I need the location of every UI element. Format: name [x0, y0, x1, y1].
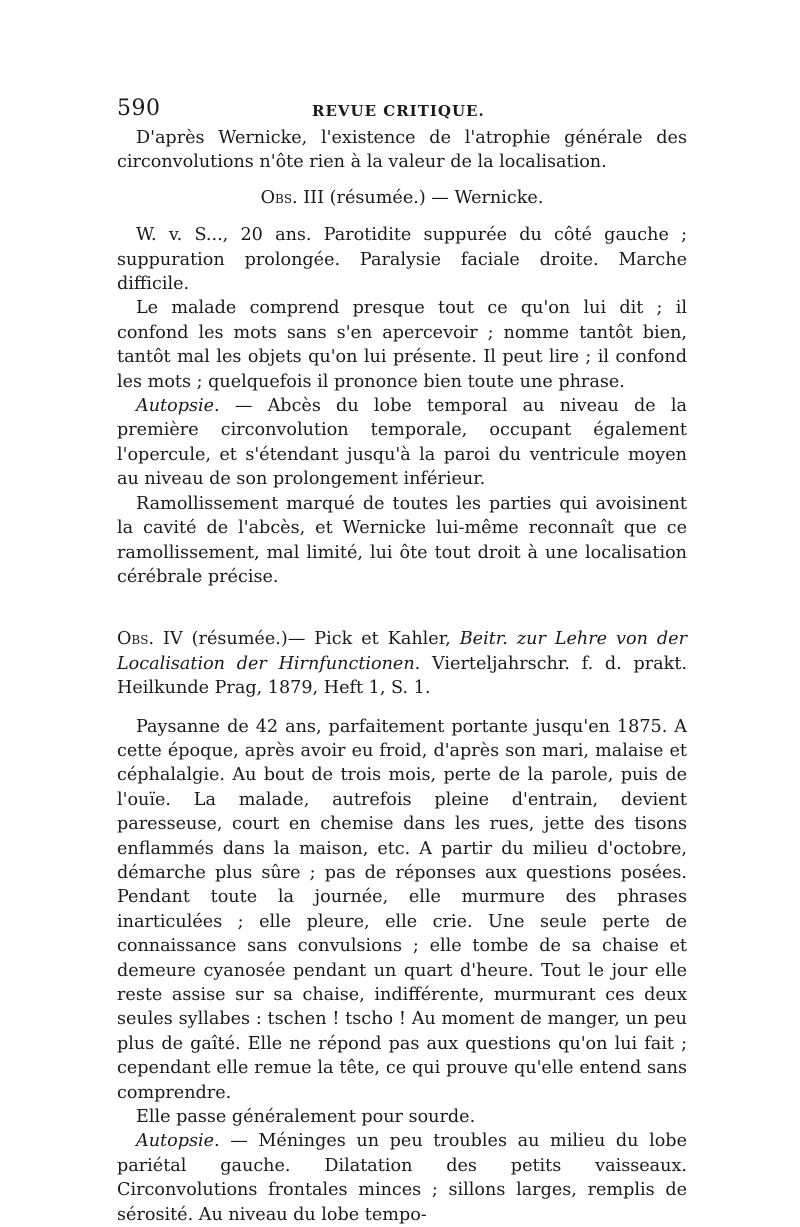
- obs-4-journal: Vierteljahrschr. f. d. prakt. Heilkunde Prag, 1879, Heft 1, S. 1.: [117, 653, 687, 699]
- obs-label: Obs.: [117, 629, 155, 650]
- page-header: [117, 96, 687, 122]
- running-title: REVUE CRITIQUE.: [312, 102, 485, 120]
- paragraph-autopsy-1: [117, 394, 687, 492]
- paragraph-symptoms: Le malade comprend presque tout ce qu'on lui dit ; il confond les mots sans s'en apercevoir ; nomme tantôt bien, tantôt mal les objets qu'on lui présente. Il peut lire ; il confond les mots ; quelquefois il prononce bien toute une phrase.: [117, 298, 687, 392]
- paragraph-paysanne: Paysanne de 42 ans, parfaitement portante jusqu'en 1875. A cette époque, après avoir eu froid, d'après son mari, malaise et céphalalgie. Au bout de trois mois, perte de la parole, puis de l'ouïe. La malade, autrefois pleine d'entrain, devient paresseuse, court en chemise dans les rues, jette des tisons enflammés dans la maison, etc. A partir du milieu d'octobre, démarche plus sûre ; pas de réponses aux questions posées. Pendant toute la journée, elle murmure des phrases inarticulées ; elle pleure, elle crie. Une seule perte de connaissance sans convulsions ; elle tombe de sa chaise et demeure cyanosée pendant un quart d'heure. Tout le jour elle reste assise sur sa chaise, indifférente, murmurant ces deux seules syllabes : tschen ! tscho ! Au moment de manger, un peu plus de gaîté. Elle ne répond pas aux questions qu'on lui fait ; cependant elle remue la tête, ce qui prouve qu'elle entend sans comprendre.: [117, 716, 687, 1103]
- observation-4-reference: [117, 627, 687, 700]
- paragraph-autopsy-2: [117, 1129, 687, 1227]
- paragraph-wernicke-atrophy: D'après Wernicke, l'existence de l'atrophie générale des circonvolutions n'ôte rien à la valeur de la localisation.: [117, 128, 687, 173]
- autopsy-label: Autopsie.: [136, 1131, 220, 1152]
- body-text: [117, 126, 687, 1227]
- observation-3-heading: [117, 186, 687, 210]
- obs-4-authors: IV (résumée.)— Pick et Kahler,: [154, 629, 460, 650]
- obs-label: Obs.: [260, 187, 298, 208]
- autopsy-2-text: — Méninges un peu troubles au milieu du lobe pariétal gauche. Dilatation des petits vaisseaux. Circonvolutions frontales minces ; sillons larges, remplis de sérosité. Au niveau du lobe tempo-: [117, 1131, 687, 1225]
- obs-4-work-title: Beitr. zur Lehre von der Localisation der Hirnfunctionen.: [117, 629, 687, 674]
- page-number: 590: [117, 96, 161, 121]
- paragraph-patient-summary: W. v. S..., 20 ans. Parotidite suppurée du côté gauche ; suppuration prolongée. Paralysie faciale droite. Marche difficile.: [117, 225, 687, 295]
- paragraph-sourde: Elle passe généralement pour sourde.: [136, 1107, 476, 1128]
- paragraph-ramollissement: Ramollissement marqué de toutes les parties qui avoisinent la cavité de l'abcès, et Wernicke lui-même reconnaît que ce ramollissement, mal limité, lui ôte tout droit à une localisation cérébrale précise.: [117, 493, 687, 587]
- autopsy-label: Autopsie.: [136, 396, 220, 417]
- autopsy-1-text: — Abcès du lobe temporal au niveau de la première circonvolution temporale, occupant également l'opercule, et s'étendant jusqu'à la paroi du ventricule moyen au niveau de son prolongement inférieur.: [117, 396, 687, 490]
- obs-3-title: III (résumée.) — Wernicke.: [303, 187, 544, 208]
